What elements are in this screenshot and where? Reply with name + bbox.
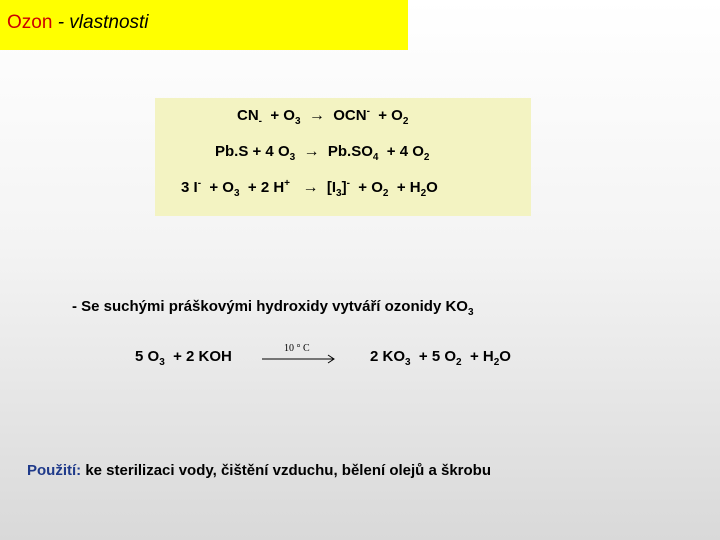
usage-label: Použití: — [27, 462, 82, 479]
eq1-reactant2: + O — [270, 107, 295, 124]
equations-box — [155, 98, 531, 216]
eq3-reactant-charge: - — [197, 178, 202, 189]
eq3-reactant3: + 2 H — [247, 179, 285, 196]
reaction-right — [370, 348, 511, 368]
eq2-reactants-sub: 3 — [289, 152, 296, 163]
usage-line — [27, 462, 491, 479]
note-sub: 3 — [467, 307, 474, 318]
eq1-product-charge: - — [366, 106, 370, 117]
note-text: - Se suchými práškovými hydroxidy vytváří ozonidy KO — [72, 298, 468, 315]
reaction-reactant2: + 2 KOH — [173, 348, 232, 365]
eq3-product-bracket: ] — [341, 179, 347, 196]
reaction-product-sub: 3 — [405, 357, 411, 368]
eq1-product: OCN — [333, 107, 367, 124]
title-main: Ozon — [7, 12, 53, 33]
eq3-product3-sub: 2 — [420, 188, 427, 199]
eq3-product2-sub: 2 — [382, 188, 389, 199]
eq1-reactant-charge: - — [258, 116, 263, 127]
reaction-product2: + 5 O — [418, 348, 457, 365]
eq1-product2-sub: 2 — [402, 116, 409, 127]
eq3-product2: + O — [358, 179, 383, 196]
title-sub: - vlastnosti — [52, 12, 149, 33]
eq3-reactant3-charge: + — [284, 178, 291, 189]
eq2-product2-sub: 2 — [423, 152, 430, 163]
equation-3 — [181, 178, 438, 199]
reaction-product2-sub: 2 — [456, 357, 462, 368]
equation-1 — [237, 106, 408, 127]
long-right-arrow-icon — [262, 343, 338, 367]
eq3-reactant2-sub: 3 — [233, 188, 240, 199]
usage-text: ke sterilizaci vody, čištění vzduchu, bělení olejů a škrobu — [81, 462, 492, 479]
eq1-reactant2-sub: 3 — [294, 116, 301, 127]
eq3-reactant2: + O — [209, 179, 234, 196]
reaction-reactant-sub: 3 — [159, 357, 165, 368]
eq3-product3: + H — [396, 179, 421, 196]
eq1-product2: + O — [378, 107, 403, 124]
eq3-reactant: 3 I — [181, 179, 198, 196]
eq3-product3-end: O — [426, 179, 438, 196]
reaction-reactant: 5 O — [135, 348, 160, 365]
reaction-product3-sub: 2 — [493, 357, 500, 368]
eq2-product2: + 4 O — [386, 143, 424, 160]
eq3-product-charge: - — [346, 178, 350, 189]
eq2-product: Pb.SO — [327, 143, 373, 160]
reaction-product3-end: O — [499, 348, 511, 365]
reaction-condition: 10 ° C — [284, 343, 310, 354]
page-title — [0, 0, 408, 50]
eq2-product-sub: 4 — [372, 152, 379, 163]
eq1-reactant: CN — [237, 107, 259, 124]
reaction-product3: + H — [469, 348, 494, 365]
reaction-left — [135, 348, 232, 368]
right-arrow-icon: → — [308, 107, 325, 124]
eq3-product: [I — [326, 179, 337, 196]
equation-2 — [215, 143, 429, 163]
ozonide-note — [72, 298, 474, 318]
eq2-reactants: Pb.S + 4 O — [215, 143, 290, 160]
eq3-product-sub: 3 — [336, 188, 342, 199]
right-arrow-icon: → — [302, 179, 319, 196]
reaction-product: 2 KO — [370, 348, 406, 365]
right-arrow-icon: → — [303, 143, 320, 160]
